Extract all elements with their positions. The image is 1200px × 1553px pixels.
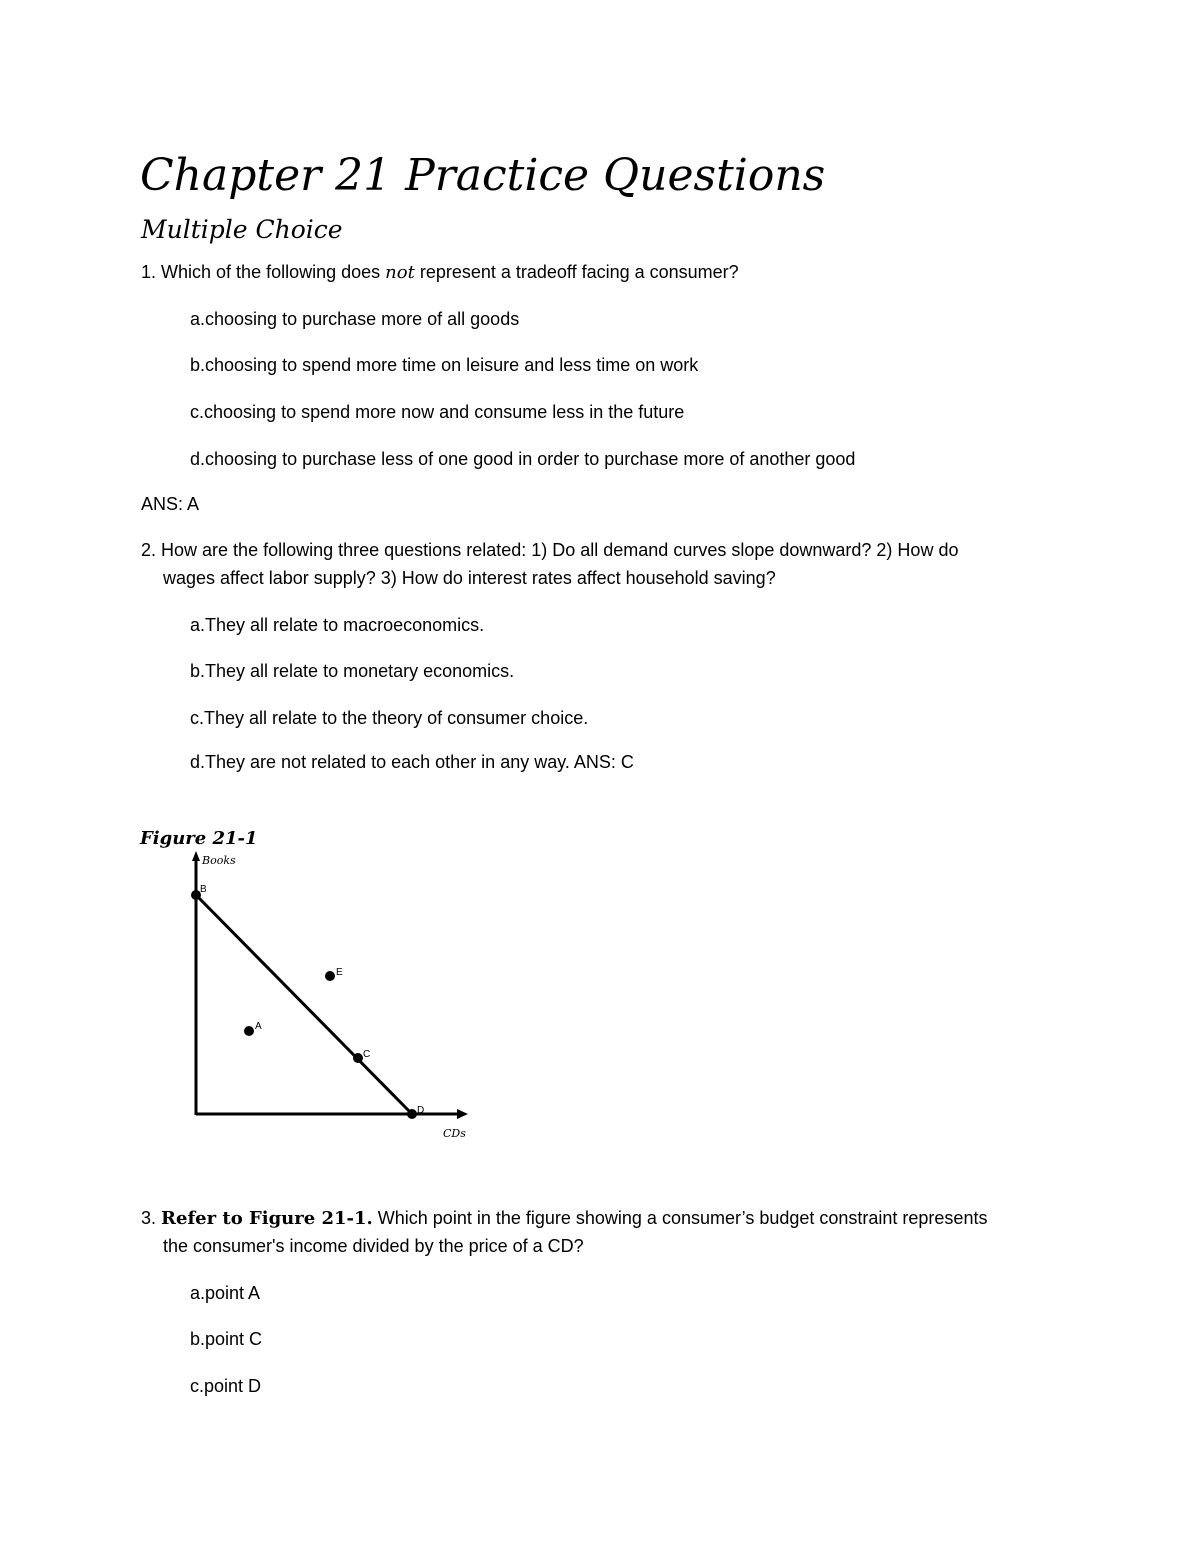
x-axis-arrow <box>457 1109 468 1119</box>
option-1a: a.choosing to purchase more of all goods <box>190 309 520 329</box>
y-axis-label: Books <box>202 854 236 867</box>
option-1c: c.choosing to spend more now and consume less in the future <box>190 402 685 422</box>
question-3 <box>141 1206 987 1231</box>
question-number: 2. <box>141 540 157 560</box>
point-e-label: E <box>336 967 343 978</box>
option-3b: b.point C <box>190 1329 263 1349</box>
question-3-continued: the consumer's income divided by the price of a CD? <box>163 1236 584 1256</box>
option-2b: b.They all relate to monetary economics. <box>190 661 515 681</box>
option-3a: a.point A <box>190 1283 261 1303</box>
point-a-label: A <box>255 1021 262 1032</box>
option-1b: b.choosing to spend more time on leisure and less time on work <box>190 355 699 375</box>
point-d-marker <box>407 1109 417 1119</box>
figure-label: Figure 21-1 <box>140 828 258 849</box>
point-e-marker <box>325 971 335 981</box>
question-2-continued: wages affect labor supply? 3) How do interest rates affect household saving? <box>163 568 776 588</box>
page-title: Chapter 21 Practice Questions <box>140 150 826 201</box>
y-axis-arrow <box>192 851 200 861</box>
question-number: 3. <box>141 1208 157 1228</box>
emphasis-text: not <box>385 262 415 283</box>
question-2 <box>141 538 958 562</box>
x-axis-label: CDs <box>443 1127 466 1140</box>
option-2d: d.They are not related to each other in any way. ANS: C <box>190 752 634 772</box>
option-3c: c.point D <box>190 1376 262 1396</box>
budget-line <box>196 895 412 1114</box>
question-text: Which of the following does not represent a tradeoff facing a consumer? <box>161 262 739 283</box>
budget-constraint-figure <box>160 845 490 1145</box>
figure-reference: Refer to Figure 21-1. <box>161 1208 373 1229</box>
question-text: How are the following three questions related: 1) Do all demand curves slope downward? 2) How do <box>161 540 959 560</box>
answer-1: ANS: A <box>141 494 200 514</box>
point-a-marker <box>244 1026 254 1036</box>
option-2c: c.They all relate to the theory of consumer choice. <box>190 708 589 728</box>
point-c-marker <box>353 1053 363 1063</box>
question-1 <box>141 260 739 285</box>
point-c-label: C <box>363 1049 371 1060</box>
question-text: Refer to Figure 21-1. Which point in the figure showing a consumer’s budget constraint represents <box>161 1208 988 1229</box>
section-subtitle: Multiple Choice <box>141 215 343 244</box>
option-2a: a.They all relate to macroeconomics. <box>190 615 485 635</box>
point-d-label: D <box>417 1105 425 1116</box>
option-1d: d.choosing to purchase less of one good in order to purchase more of another good <box>190 449 856 469</box>
point-b-label: B <box>200 884 207 895</box>
question-number: 1. <box>141 262 157 282</box>
